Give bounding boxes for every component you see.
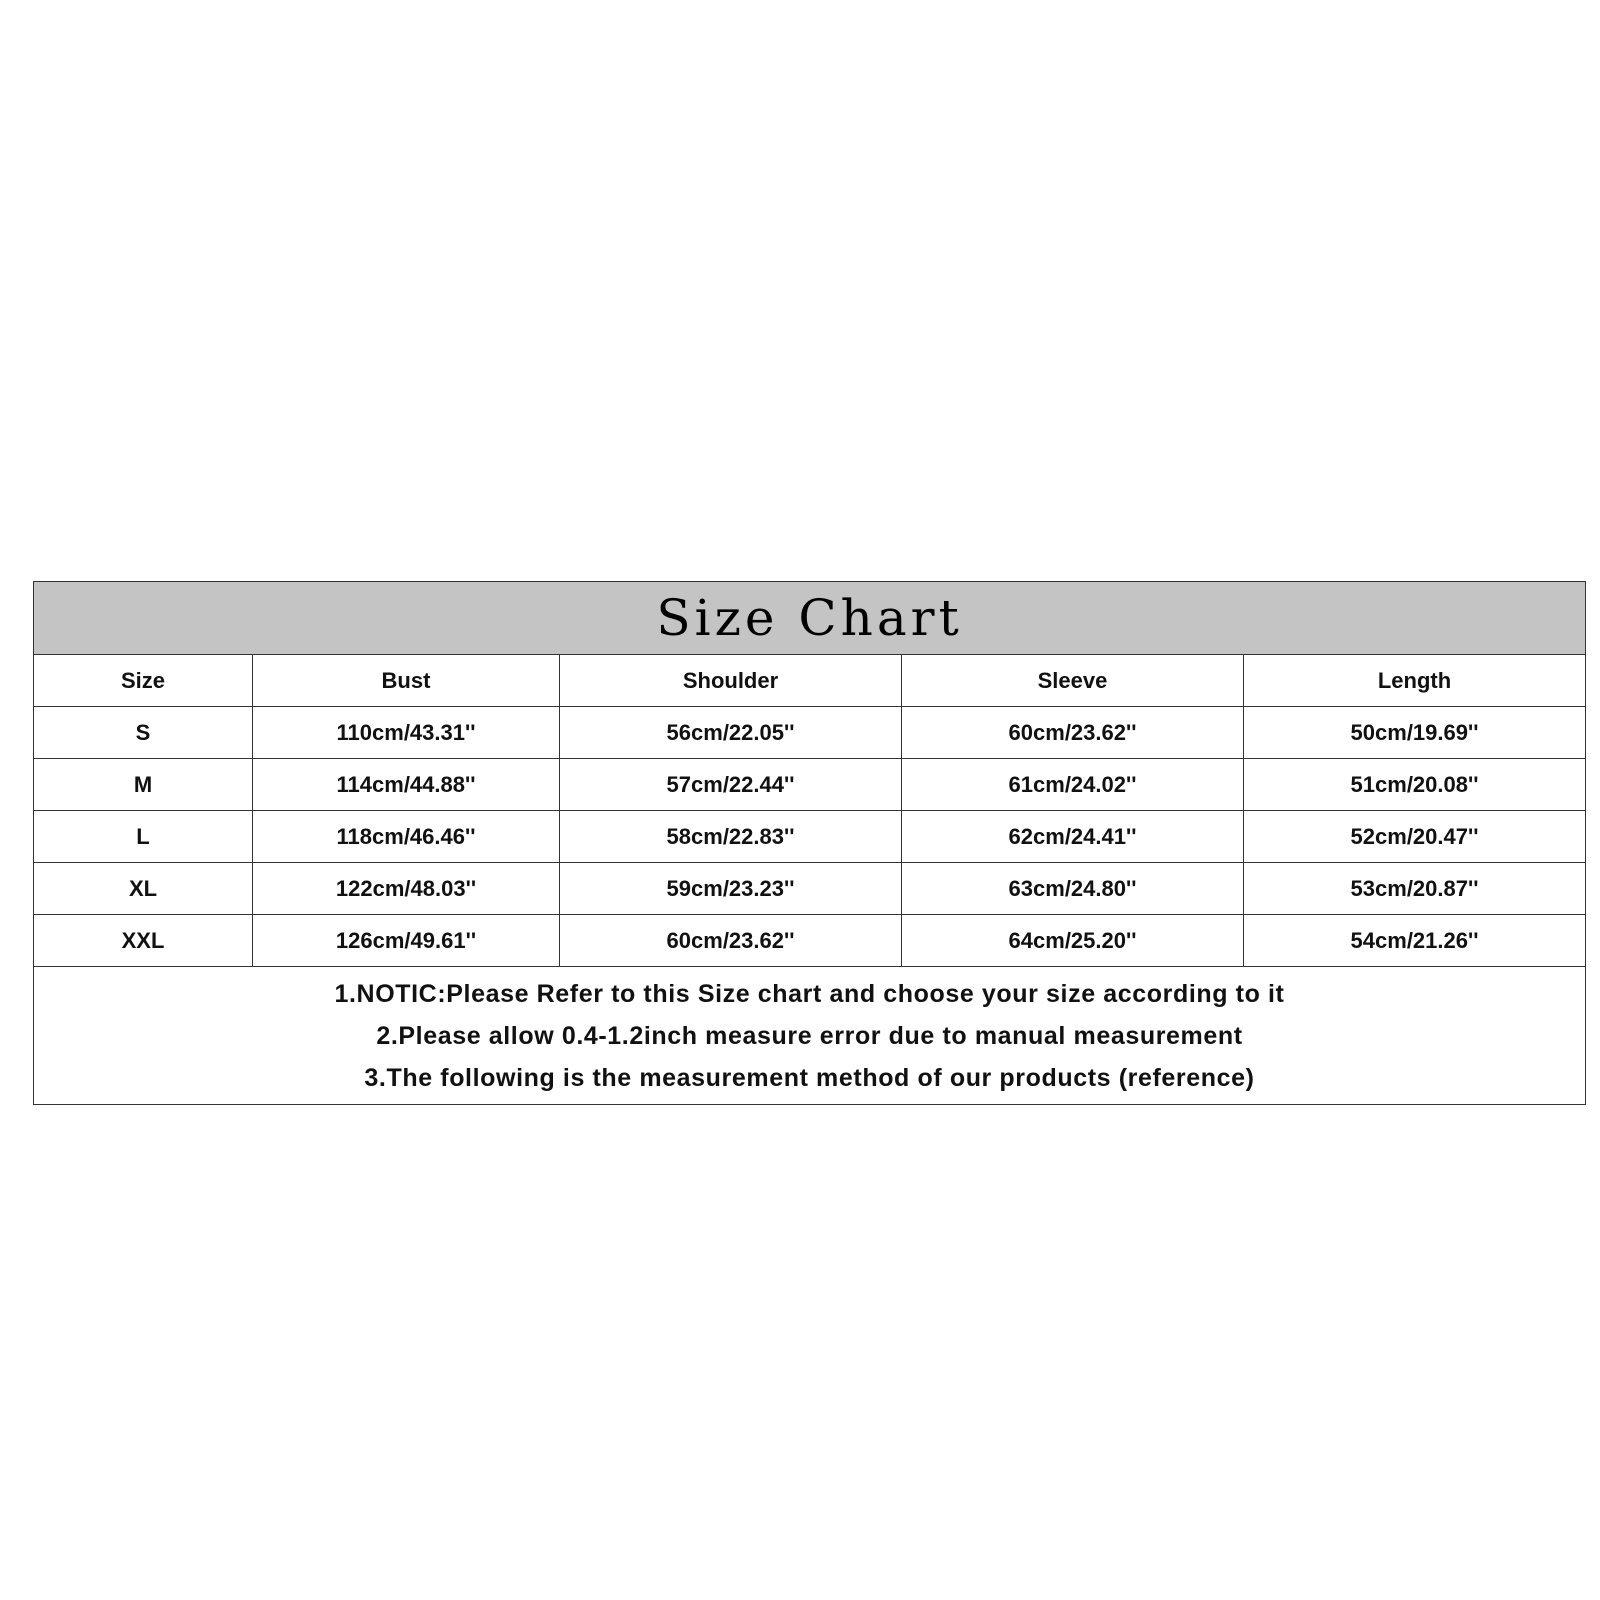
sleeve-cell: 63cm/24.80'' [902,863,1244,915]
column-header-length: Length [1244,655,1586,707]
table-row [34,863,1586,915]
sleeve-cell: 62cm/24.41'' [902,811,1244,863]
sleeve-cell: 60cm/23.62'' [902,707,1244,759]
table-row [34,707,1586,759]
length-cell: 50cm/19.69'' [1244,707,1586,759]
note-line: 3.The following is the measurement method of our products (reference) [364,1063,1255,1092]
title-row [34,582,1586,655]
size-cell: S [34,707,253,759]
chart-title: Size Chart [34,582,1586,655]
size-cell: L [34,811,253,863]
table-row [34,915,1586,967]
column-header-sleeve: Sleeve [902,655,1244,707]
table-row [34,811,1586,863]
shoulder-cell: 60cm/23.62'' [560,915,902,967]
bust-cell: 110cm/43.31'' [253,707,560,759]
bust-cell: 126cm/49.61'' [253,915,560,967]
size-cell: M [34,759,253,811]
note-line: 1.NOTIC:Please Refer to this Size chart and choose your size according to it [334,979,1285,1008]
sleeve-cell: 64cm/25.20'' [902,915,1244,967]
shoulder-cell: 58cm/22.83'' [560,811,902,863]
shoulder-cell: 57cm/22.44'' [560,759,902,811]
column-header-shoulder: Shoulder [560,655,902,707]
length-cell: 51cm/20.08'' [1244,759,1586,811]
length-cell: 53cm/20.87'' [1244,863,1586,915]
header-row [34,655,1586,707]
bust-cell: 114cm/44.88'' [253,759,560,811]
notes-cell [34,967,1586,1105]
size-cell: XL [34,863,253,915]
column-header-size: Size [34,655,253,707]
notes-row [34,967,1586,1105]
size-chart-table [33,581,1586,1105]
note-line: 2.Please allow 0.4-1.2inch measure error due to manual measurement [376,1021,1243,1050]
table-row [34,759,1586,811]
bust-cell: 122cm/48.03'' [253,863,560,915]
sleeve-cell: 61cm/24.02'' [902,759,1244,811]
length-cell: 52cm/20.47'' [1244,811,1586,863]
length-cell: 54cm/21.26'' [1244,915,1586,967]
bust-cell: 118cm/46.46'' [253,811,560,863]
shoulder-cell: 56cm/22.05'' [560,707,902,759]
size-cell: XXL [34,915,253,967]
column-header-bust: Bust [253,655,560,707]
shoulder-cell: 59cm/23.23'' [560,863,902,915]
